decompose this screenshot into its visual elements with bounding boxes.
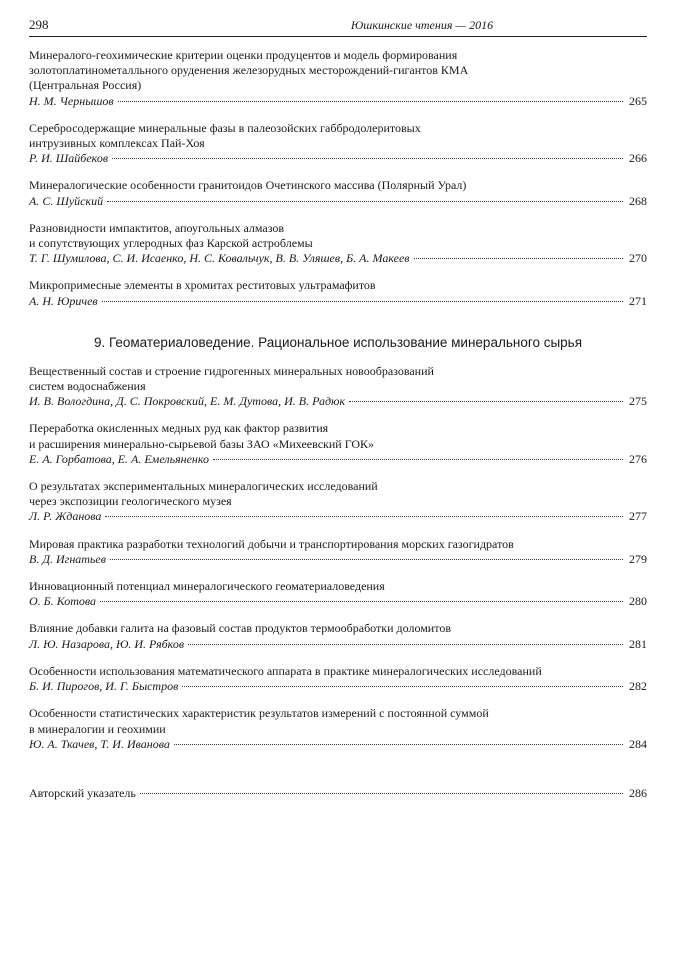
dot-leader [188,644,623,645]
toc-entries-group [29,48,647,309]
author-index-label: Авторский указатель [29,785,136,800]
page-reference: 286 [629,785,647,800]
dot-leader [140,793,623,794]
toc-entry[interactable] [29,48,647,109]
dot-leader [349,401,623,402]
toc-entries-group [29,364,647,752]
toc-entry[interactable] [29,364,647,410]
running-title: Юшкинские чтения — 2016 [350,18,494,32]
entry-authors: Е. А. Горбатова, Е. А. Емельяненко [29,451,210,466]
entry-authors: В. Д. Игнатьев [29,551,106,566]
page-reference: 265 [629,93,647,108]
page-reference: 276 [629,451,647,466]
dot-leader [213,459,623,460]
dot-leader [110,559,623,560]
entry-title-line: Минералогические особенности гранитоидов Очетинского массива (Полярный Урал) [29,178,467,193]
entry-author-row [29,294,647,309]
entry-title-line: (Центральная Россия) [29,78,142,93]
entry-authors: Л. Р. Жданова [29,509,102,524]
page-reference: 280 [629,594,647,609]
entry-author-row [29,552,647,567]
entry-title-line: и расширения минерально-сырьевой базы ЗАО «Михеевский ГОК» [29,436,375,451]
page-reference: 277 [629,509,647,524]
page-reference: 282 [629,679,647,694]
entry-authors: Н. М. Чернышов [29,93,114,108]
author-index-entry[interactable] [29,786,647,801]
entry-title-line: Вещественный состав и строение гидрогенных минеральных новообразований [29,363,434,378]
entry-author-row [29,509,647,524]
entry-authors: А. С. Шуйский [29,193,104,208]
page-reference: 275 [629,394,647,409]
entry-title-line: в минералогии и геохимии [29,721,166,736]
entry-author-row [29,394,647,409]
dot-leader [174,744,623,745]
entry-author-row [29,679,647,694]
page-reference: 268 [629,193,647,208]
entry-title-line: через экспозиции геологического музея [29,494,232,509]
entry-author-row [29,737,647,752]
entry-authors: Ю. А. Ткачев, Т. И. Иванова [29,736,170,751]
section-heading: 9. Геоматериаловедение. Рациональное использование минерального сырья [93,334,583,350]
entry-author-row [29,94,647,109]
running-header [29,16,647,37]
entry-title-line: и сопутствующих углеродных фаз Карской астроблемы [29,236,313,251]
toc-entry[interactable] [29,278,647,308]
entry-title-line: Минералого-геохимические критерии оценки продуцентов и модель формирования [29,48,458,62]
entry-title-line: Разновидности импактитов, апоугольных алмазов [29,220,285,235]
entry-authors: О. Б. Котова [29,594,97,609]
entry-title-line: Влияние добавки галита на фазовый состав продуктов термообработки доломитов [29,621,451,636]
dot-leader [105,516,623,517]
page-reference: 270 [629,251,647,266]
entry-author-row [29,151,647,166]
entry-title-line: О результатах экспериментальных минералогических исследований [29,479,378,494]
table-of-contents [29,48,647,801]
entry-authors: Р. И. Шайбеков [29,151,109,166]
page-reference: 266 [629,151,647,166]
entry-title-line: систем водоснабжения [29,379,146,394]
dot-leader [107,201,623,202]
entry-title-line: Особенности статистических характеристик результатов измерений с постоянной суммой [29,706,489,721]
entry-authors: Т. Г. Шумилова, С. И. Исаенко, Н. С. Ковальчук, В. В. Уляшев, Б. А. Макеев [29,251,410,266]
dot-leader [112,158,623,159]
entry-title-line: Переработка окисленных медных руд как фактор развития [29,421,329,436]
page-reference: 284 [629,736,647,751]
entry-title-line: интрузивных комплексах Пай-Хоя [29,136,205,151]
page-reference: 279 [629,551,647,566]
dot-leader [118,101,623,102]
page-reference: 281 [629,636,647,651]
entry-author-row [29,637,647,652]
page-reference: 271 [629,293,647,308]
entry-title-line: золотоплатинометалльного оруденения железорудных месторождений-гигантов КМА [29,63,469,78]
toc-entry[interactable] [29,221,647,267]
page-number: 298 [29,17,49,32]
toc-entry[interactable] [29,178,647,208]
toc-entry[interactable] [29,706,647,752]
toc-entry[interactable] [29,537,647,567]
entry-title-line: Мировая практика разработки технологий добычи и транспортирования морских газогидратов [29,536,514,551]
dot-leader [414,258,624,259]
entry-title-line: Микропримесные элементы в хромитах реститовых ультрамафитов [29,278,376,293]
dot-leader [100,601,623,602]
toc-entry[interactable] [29,121,647,167]
entry-authors: А. Н. Юричев [29,293,98,308]
entry-authors: Л. Ю. Назарова, Ю. И. Рябков [29,636,185,651]
entry-authors: Б. И. Пирогов, И. Г. Быстров [29,679,179,694]
entry-author-row [29,194,647,209]
toc-entry[interactable] [29,664,647,694]
dot-leader [102,301,623,302]
entry-author-row [29,594,647,609]
entry-title-line: Серебросодержащие минеральные фазы в палеозойских габбродолеритовых [29,120,421,135]
toc-entry[interactable] [29,621,647,651]
entry-author-row [29,452,647,467]
toc-entry[interactable] [29,479,647,525]
entry-authors: И. В. Вологдина, Д. С. Покровский, Е. М. Дутова, И. В. Радюк [29,394,346,409]
entry-author-row [29,251,647,266]
entry-title-line: Инновационный потенциал минералогического геоматериаловедения [29,579,385,594]
toc-entry[interactable] [29,421,647,467]
entry-title-line: Особенности использования математического аппарата в практике минералогических исследований [29,663,542,678]
toc-entry[interactable] [29,579,647,609]
dot-leader [182,686,623,687]
